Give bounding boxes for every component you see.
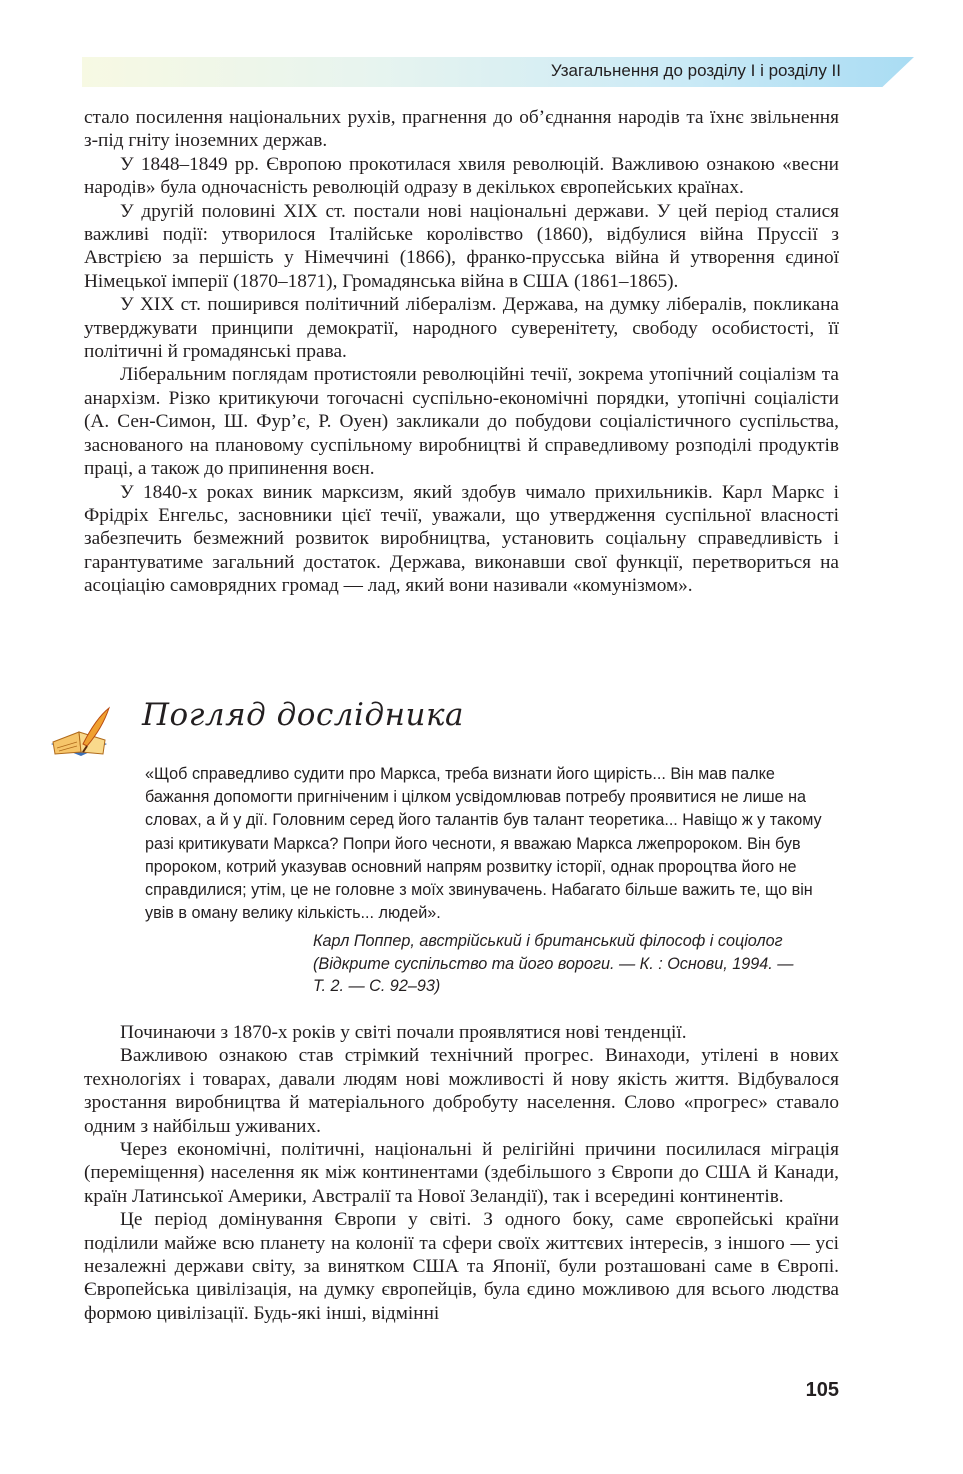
paragraph: стало посилення національних рухів, прагнення до об’єднання народів та їхнє звільнення з-під гніту іноземних держав. xyxy=(84,107,839,152)
quote-source xyxy=(313,930,843,998)
paragraph: У 1840-х роках виник марксизм, який здобув чимало прихильників. Карл Маркс і Фрідріх Енгельс, засновники цієї течії, уважали, що утвердження суспільної власності забезпечить безмежний розвиток виробництва, установить соціальну справедливість і гарантуватиме загальний достаток. Держава, виконавши свої функції, перетвориться на асоціацію самоврядних громад — лад, який вони називали «комунізмом». xyxy=(84,481,839,597)
running-header-title: Узагальнення до розділу I і розділу II xyxy=(550,61,841,80)
quote-source-line: Т. 2. — С. 92–93) xyxy=(313,977,441,995)
paragraph: Ліберальним поглядам протистояли революційні течії, зокрема утопічний соціалізм та анархізм. Різко критикуючи тогочасні суспільно-економічні порядки, утопічні соціалісти (А. Сен-Симон, Ш. Фур’є, Р. Оуен) закликали до побудови соціалістичного суспільства, заснованого на плановому суспільному виробництві й справедливому розподілі продуктів праці, а також до припинення воєн. xyxy=(84,364,839,480)
researcher-quote: «Щоб справедливо судити про Маркса, треба визнати його щирість... Він мав палке бажання допомогти пригніченим і цілком усвідомлював потребу проявитися не лише на словах, а й у дії. Головним серед його талантів був талант теоретика... Навіщо ж у такому разі критикувати Маркса? Попри його чесноти, я вважаю Маркса лжепророком. Він був пророком, котрий указував основний напрям розвитку історії, однак пророцтва його не справдилися; утім, це не головне з моїх звинувачень. Набагато більше важить те, що він увів в оману велику кількість... людей». xyxy=(145,765,822,923)
paragraph: У 1848–1849 рр. Європою прокотилася хвиля революцій. Важливою ознакою «весни народів» була одночасність революцій одразу в декількох європейських країнах. xyxy=(84,153,839,199)
page-number: 105 xyxy=(805,1379,839,1401)
paragraph: Це період домінування Європи у світі. З одного боку, саме європейські країни поділили майже всю планету на колонії та сфери своїх життєвих інтересів, з іншого — усі незалежні держави світу, за винятком США та Японії, були розташовані саме в Європі. Європейська цивілізація, на думку європейців, була єдино можливою для всього людства формою цивілізації. Будь-які інші, відмінні xyxy=(84,1209,839,1324)
paragraph: У XIX ст. поширився політичний лібералізм. Держава, на думку лібералів, покликана утверджувати принципи демократії, народного суверенітету, свободу особистості, її політичні й громадянські права. xyxy=(84,294,839,363)
paragraph: Через економічні, політичні, національні й релігійні причини посилилася міграція (переміщення) населення як між континентами (здебільшого з Європи до США й Канади, країн Латинської Америки, Австралії та Нової Зеландії), так і всередині континентів. xyxy=(84,1139,839,1207)
paragraph: Важливою ознакою став стрімкий технічний прогрес. Винаходи, утілені в нових технологіях і товарах, давали людям нові можливості й нову якість життя. Відбувалося зростання виробництва й матеріального добробуту населення. Слово «прогрес» ставало одним з найбільш уживаних. xyxy=(84,1045,839,1137)
quote-source-line: (Відкрите суспільство та його вороги. — К. : Основи, 1994. — xyxy=(313,954,794,973)
paragraph: У другій половині XIX ст. постали нові національні держави. У цей період сталися важливі події: утворилося Італійське королівство (1860), відбулися війна Пруссії з Австрією за першість у Німеччині (1866), франко-прусська війна й утворення єдиної Німецької імперії (1870–1871), Громадянська війна в США (1861–1865). xyxy=(84,200,839,292)
main-text-bottom xyxy=(84,1021,839,1325)
book-and-quill-icon xyxy=(47,704,121,762)
section-title: Погляд дослідника xyxy=(142,697,464,733)
paragraph: Починаючи з 1870-х років у світі почали проявлятися нові тенденції. xyxy=(120,1022,687,1043)
main-text-top xyxy=(84,106,839,598)
quote-source-line: Карл Поппер, австрійський і британський філософ і соціолог xyxy=(313,932,783,950)
